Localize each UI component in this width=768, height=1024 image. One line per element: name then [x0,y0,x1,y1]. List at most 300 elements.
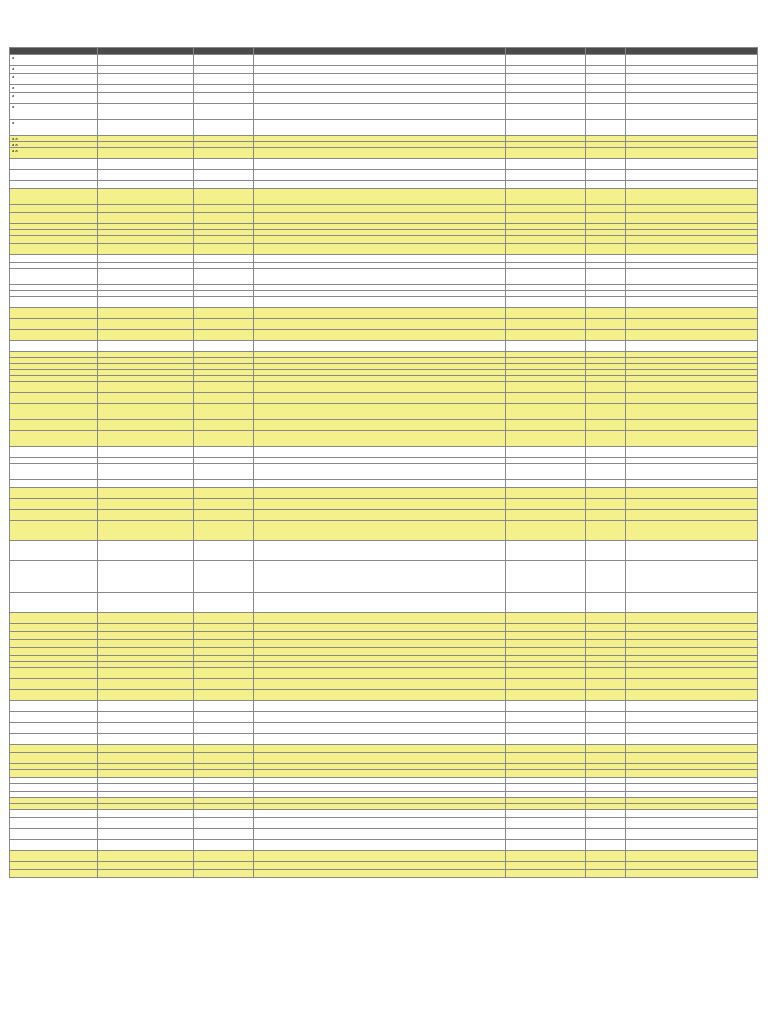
table-cell [98,255,194,263]
table-cell [506,236,586,244]
table-cell [586,521,626,541]
table-cell [626,297,758,308]
table-cell: a [10,74,98,85]
table-cell [506,613,586,624]
table-cell [586,55,626,66]
table-cell [10,632,98,640]
table-cell [626,734,758,745]
table-cell [626,341,758,352]
table-cell [506,712,586,723]
table-cell [194,679,254,690]
table-cell [254,244,506,255]
table-cell [506,499,586,510]
table-cell [506,561,586,593]
table-cell [586,330,626,341]
table-cell [586,120,626,136]
table-cell [626,308,758,319]
table-row [10,561,758,593]
table-cell [626,745,758,753]
table-cell [586,319,626,330]
table-row [10,269,758,285]
table-row [10,189,758,205]
table-cell [254,297,506,308]
table-cell [506,205,586,213]
table-cell [98,810,194,818]
table-cell [586,341,626,352]
table-cell [194,330,254,341]
table-cell [98,701,194,712]
table-row [10,85,758,93]
table-cell [626,753,758,764]
table-cell [506,840,586,851]
table-cell [586,66,626,74]
table-cell [254,784,506,792]
table-cell [506,734,586,745]
table-row [10,632,758,640]
table-cell [254,213,506,224]
table-cell [254,464,506,480]
table-cell [586,393,626,404]
table-cell [254,624,506,632]
table-cell [10,712,98,723]
table-cell [586,480,626,488]
table-cell [194,640,254,648]
table-row [10,541,758,561]
table-cell [506,521,586,541]
table-cell [10,723,98,734]
table-cell [626,488,758,499]
table-cell [98,236,194,244]
table-cell [626,319,758,330]
table-cell [506,690,586,701]
table-cell [626,829,758,840]
table-row [10,464,758,480]
table-cell [194,723,254,734]
table-cell [506,55,586,66]
table-cell [98,104,194,120]
table-cell [506,308,586,319]
table-cell [194,810,254,818]
table-cell: a a [10,142,98,148]
table-cell [194,784,254,792]
table-cell [98,784,194,792]
table-cell [506,862,586,870]
table-cell [194,420,254,431]
table-cell [10,862,98,870]
table-cell [98,648,194,656]
table-cell [506,85,586,93]
table-cell [626,840,758,851]
table-row [10,521,758,541]
table-cell [506,648,586,656]
table-cell [626,464,758,480]
table-cell [10,244,98,255]
table-cell [98,613,194,624]
table-cell [506,624,586,632]
table-cell [98,319,194,330]
table-cell [194,464,254,480]
table-row [10,723,758,734]
table-cell [506,404,586,420]
table-cell: a a [10,136,98,142]
table-cell [586,753,626,764]
table-cell [10,521,98,541]
table-cell [506,447,586,458]
table-cell [626,640,758,648]
column-header [10,48,98,55]
table-cell [586,862,626,870]
table-cell [98,690,194,701]
table-row [10,818,758,829]
table-cell [626,561,758,593]
table-cell [194,561,254,593]
table-cell [254,862,506,870]
table-cell [10,668,98,679]
table-cell [626,159,758,170]
table-cell [626,404,758,420]
table-cell [506,255,586,263]
table-cell [254,269,506,285]
table-cell [254,159,506,170]
table-cell [98,308,194,319]
table-cell [10,770,98,778]
table-cell [586,205,626,213]
table-cell [626,521,758,541]
table-cell [506,181,586,189]
table-cell [10,213,98,224]
table-cell [626,382,758,393]
table-cell [254,593,506,613]
table-cell [506,632,586,640]
column-header [586,48,626,55]
table-row [10,810,758,818]
table-cell [506,120,586,136]
table-cell [98,330,194,341]
table-cell: a [10,120,98,136]
table-cell [98,632,194,640]
table-cell [98,189,194,205]
table-cell [586,85,626,93]
table-cell [194,341,254,352]
table-cell [254,447,506,458]
table-cell [506,148,586,159]
table-row [10,213,758,224]
table-cell [254,308,506,319]
table-row [10,431,758,447]
table-row [10,862,758,870]
table-cell [98,734,194,745]
table-cell [586,447,626,458]
table-cell [254,341,506,352]
table-cell [98,431,194,447]
table-cell [98,640,194,648]
table-cell [194,255,254,263]
table-row [10,488,758,499]
table-cell [586,829,626,840]
table-row [10,851,758,862]
table-cell [254,205,506,213]
table-row [10,382,758,393]
table-cell [194,593,254,613]
table-cell [586,420,626,431]
table-cell [626,213,758,224]
table-cell [626,330,758,341]
table-row [10,840,758,851]
table-cell [586,382,626,393]
table-cell [254,74,506,85]
table-cell [626,510,758,521]
table-cell [194,624,254,632]
table-cell [10,561,98,593]
table-cell [10,308,98,319]
table-cell [626,712,758,723]
table-cell [626,85,758,93]
table-row [10,159,758,170]
table-cell [98,510,194,521]
table-cell [506,269,586,285]
table-cell [254,66,506,74]
table-row [10,66,758,74]
table-cell [98,521,194,541]
table-cell [10,499,98,510]
table-cell [194,170,254,181]
table-cell [10,404,98,420]
table-cell [626,690,758,701]
column-header [98,48,194,55]
table-cell [10,840,98,851]
table-cell [98,148,194,159]
table-cell [254,488,506,499]
table-cell [10,613,98,624]
table-cell [254,181,506,189]
table-cell [586,734,626,745]
table-cell [194,818,254,829]
table-cell [586,93,626,104]
table-row [10,255,758,263]
table-cell [586,624,626,632]
table-cell [506,170,586,181]
table-cell [194,159,254,170]
table-cell [98,74,194,85]
table-cell [586,648,626,656]
table-cell [586,851,626,862]
table-row [10,784,758,792]
table-cell [194,447,254,458]
table-cell [194,236,254,244]
table-row [10,690,758,701]
table-row [10,341,758,352]
table-cell [626,818,758,829]
table-row [10,148,758,159]
table-cell [626,393,758,404]
table-cell [254,55,506,66]
table-cell [506,745,586,753]
table-cell [586,640,626,648]
table-cell [506,723,586,734]
table-cell [98,679,194,690]
table-cell [254,723,506,734]
table-cell [506,829,586,840]
table-cell [626,244,758,255]
table-cell: a a [10,148,98,159]
table-cell [98,745,194,753]
table-cell [98,120,194,136]
table-cell [506,382,586,393]
table-cell [506,420,586,431]
table-cell [10,480,98,488]
table-cell [626,189,758,205]
table-cell [254,734,506,745]
table-cell [10,330,98,341]
table-row [10,181,758,189]
table-cell [586,297,626,308]
table-cell [626,74,758,85]
table-cell [194,521,254,541]
table-cell [194,404,254,420]
table-cell [254,85,506,93]
table-cell [98,297,194,308]
table-cell [586,244,626,255]
table-cell [194,213,254,224]
table-cell [586,541,626,561]
table-cell [506,213,586,224]
table-cell [626,93,758,104]
table-cell [194,74,254,85]
table-cell [626,648,758,656]
table-cell [626,66,758,74]
table-cell [194,148,254,159]
table-cell [506,488,586,499]
table-row [10,770,758,778]
table-cell [254,255,506,263]
table-cell [586,189,626,205]
table-cell [10,829,98,840]
table-cell [506,679,586,690]
table-cell [98,862,194,870]
table-cell [10,319,98,330]
table-cell [98,499,194,510]
table-cell [10,745,98,753]
table-row [10,74,758,85]
table-row [10,319,758,330]
table-cell [194,55,254,66]
table-cell [10,420,98,431]
table-cell [626,104,758,120]
table-cell [626,499,758,510]
table-cell [506,93,586,104]
table-cell [10,593,98,613]
table-cell [10,784,98,792]
table-cell [98,269,194,285]
table-cell [626,255,758,263]
table-row [10,170,758,181]
table-cell [254,701,506,712]
table-cell [254,810,506,818]
table-cell: a [10,104,98,120]
table-cell [194,480,254,488]
table-cell [10,181,98,189]
table-cell [10,255,98,263]
table-row [10,753,758,764]
table-cell [506,244,586,255]
table-cell [586,308,626,319]
table-cell [626,870,758,878]
table-cell [586,770,626,778]
table-cell [506,701,586,712]
table-cell [586,148,626,159]
table-cell [194,668,254,679]
table-cell [254,851,506,862]
table-cell [506,74,586,85]
table-cell [194,319,254,330]
table-cell [254,420,506,431]
table-cell [586,464,626,480]
table-cell [586,255,626,263]
table-cell [506,66,586,74]
spreadsheet-table [9,47,758,878]
table-cell [194,701,254,712]
table-cell [506,297,586,308]
table-cell [506,319,586,330]
table-cell [194,648,254,656]
table-cell [506,480,586,488]
table-cell [10,297,98,308]
table-cell [10,393,98,404]
table-cell [254,561,506,593]
table-cell [586,404,626,420]
table-cell [586,269,626,285]
table-cell: a [10,93,98,104]
table-cell [254,613,506,624]
table-cell [626,120,758,136]
table-cell [506,341,586,352]
table-cell [506,818,586,829]
table-cell [586,170,626,181]
table-cell [506,393,586,404]
table-cell [194,382,254,393]
table-cell [98,85,194,93]
table-row [10,404,758,420]
table-cell [506,784,586,792]
table-row [10,745,758,753]
table-cell [586,810,626,818]
table-row [10,668,758,679]
table-row [10,447,758,458]
table-cell [506,851,586,862]
table-cell [10,170,98,181]
table-cell [10,624,98,632]
table-cell [194,431,254,447]
table-row [10,734,758,745]
table-cell [98,829,194,840]
table-cell [586,745,626,753]
table-cell [98,393,194,404]
table-cell [626,862,758,870]
table-cell [98,753,194,764]
table-cell [586,701,626,712]
table-row [10,244,758,255]
table-cell [586,679,626,690]
table-cell [194,205,254,213]
table-cell [10,753,98,764]
table-cell [98,404,194,420]
table-cell [626,447,758,458]
table-cell [626,541,758,561]
table-cell [626,593,758,613]
table-cell [194,840,254,851]
table-cell [98,464,194,480]
table-cell [10,734,98,745]
